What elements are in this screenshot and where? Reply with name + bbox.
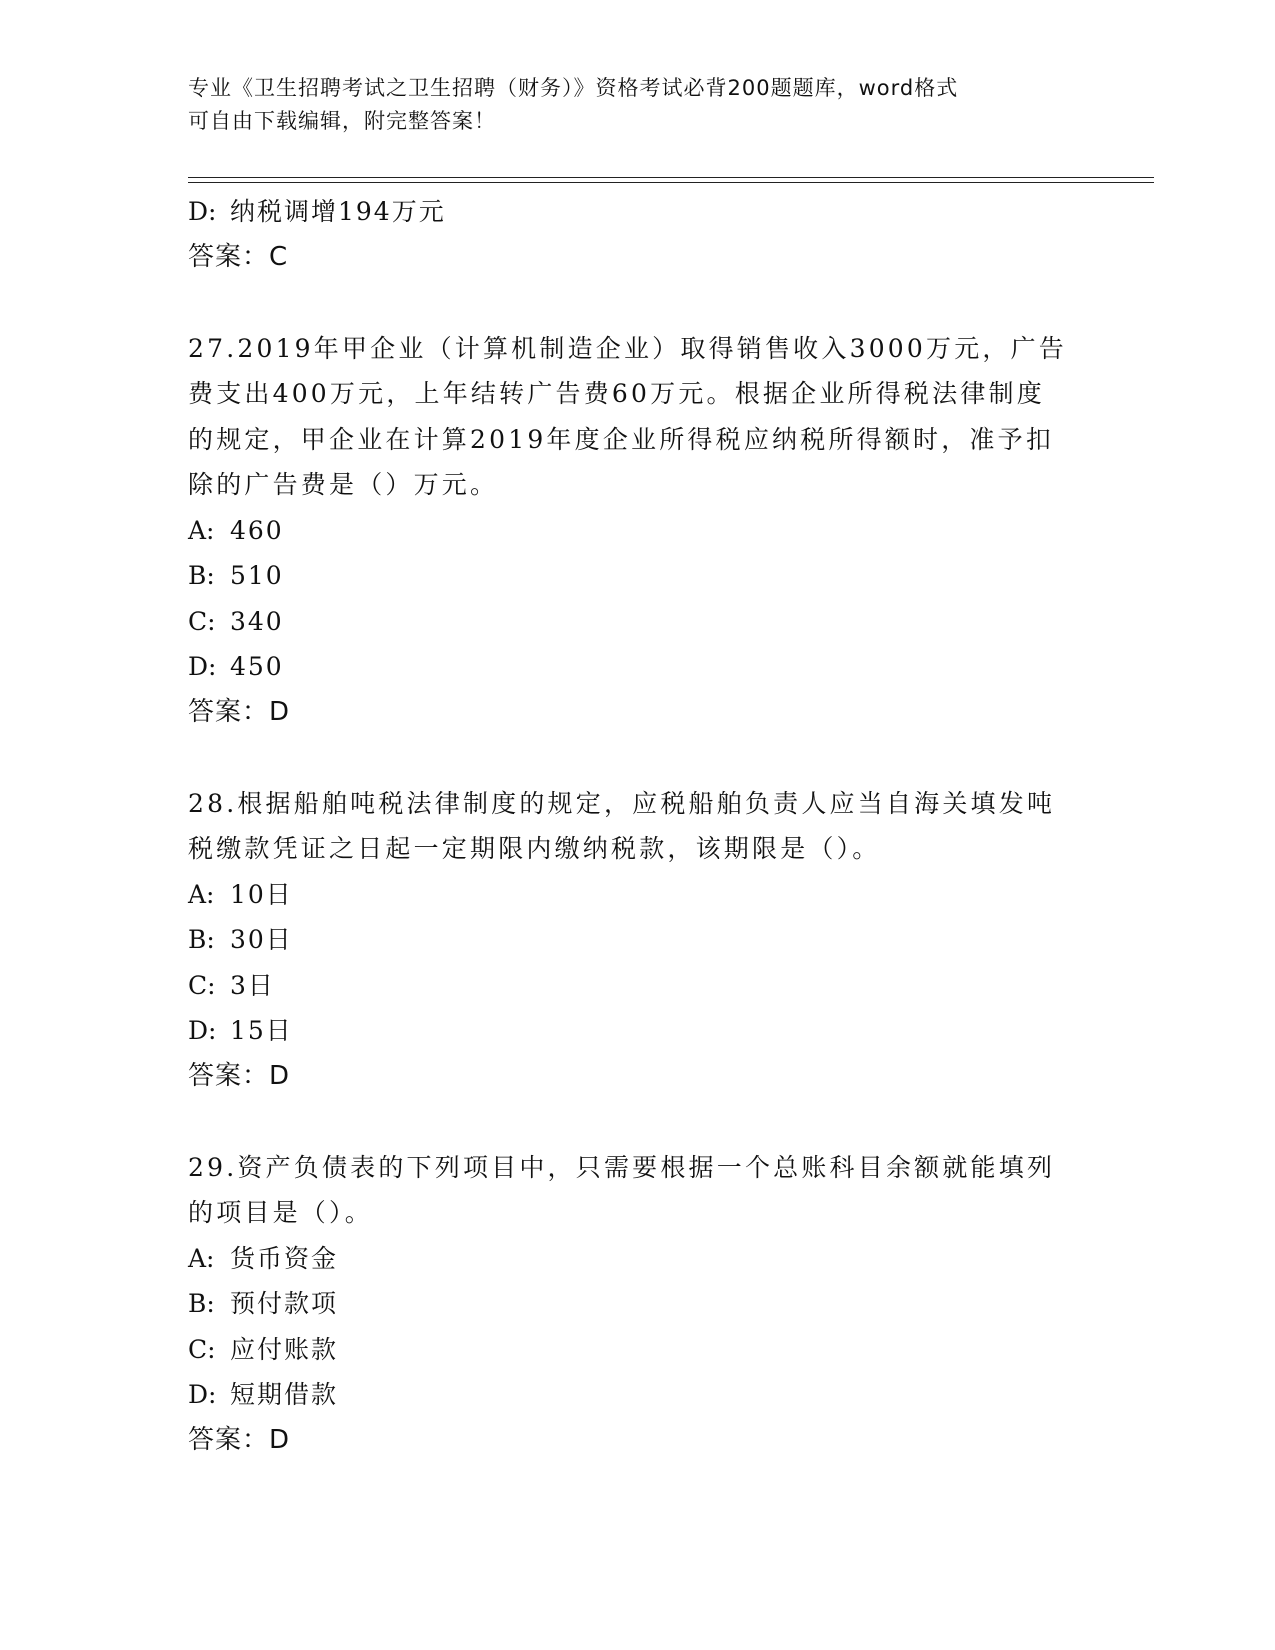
option-d bbox=[188, 1008, 1088, 1054]
option-text: 预付款项 bbox=[230, 1289, 339, 1318]
option-label: B: bbox=[188, 1289, 215, 1318]
header-line-1: 专业《卫生招聘考试之卫生招聘（财务）》资格考试必背200题题库，word格式 bbox=[188, 76, 959, 100]
option-label: A: bbox=[188, 515, 215, 545]
option-label: D: bbox=[188, 1380, 217, 1409]
option-c bbox=[188, 963, 1088, 1009]
option-a bbox=[188, 508, 1088, 554]
answer: 答案：D bbox=[188, 696, 291, 727]
option-text: 短期借款 bbox=[230, 1380, 339, 1409]
option-text: 10日 bbox=[230, 879, 293, 909]
header-line-2: 可自由下载编辑，附完整答案！ bbox=[188, 109, 496, 133]
option-label: C: bbox=[188, 970, 216, 1000]
option-text: 510 bbox=[230, 561, 284, 590]
document-body bbox=[188, 189, 1088, 1463]
option-label: C: bbox=[188, 1334, 216, 1364]
question-27 bbox=[188, 326, 1088, 508]
question-line: 的项目是（）。 bbox=[188, 1198, 373, 1227]
header-divider-bottom bbox=[188, 182, 1154, 183]
page-header bbox=[188, 72, 1078, 138]
option-text: 460 bbox=[230, 515, 284, 545]
option-a bbox=[188, 872, 1088, 918]
option-b bbox=[188, 917, 1088, 963]
option-label: A: bbox=[188, 879, 215, 909]
option-d bbox=[188, 644, 1088, 690]
answer: 答案：D bbox=[188, 1424, 291, 1455]
option-c bbox=[188, 599, 1088, 645]
option-text: 纳税调增194万元 bbox=[230, 197, 446, 226]
option-label: B: bbox=[188, 561, 215, 590]
question-28 bbox=[188, 781, 1088, 872]
option-b bbox=[188, 553, 1088, 599]
question-line: 费支出400万元，上年结转广告费60万元。根据企业所得税法律制度 bbox=[188, 379, 1045, 408]
prev-answer: 答案：C bbox=[188, 241, 289, 272]
option-a bbox=[188, 1236, 1088, 1282]
option-d bbox=[188, 1372, 1088, 1418]
question-line: 28.根据船舶吨税法律制度的规定，应税船舶负责人应当自海关填发吨 bbox=[188, 788, 1056, 818]
header-divider-top bbox=[188, 177, 1154, 178]
option-label: D: bbox=[188, 1016, 217, 1045]
option-b bbox=[188, 1281, 1088, 1327]
question-line: 除的广告费是（）万元。 bbox=[188, 470, 499, 499]
option-text: 应付账款 bbox=[230, 1334, 339, 1364]
option-label: C: bbox=[188, 606, 216, 636]
option-text: 3日 bbox=[230, 970, 275, 1000]
option-label: B: bbox=[188, 925, 215, 954]
option-text: 货币资金 bbox=[230, 1243, 339, 1273]
question-29 bbox=[188, 1145, 1088, 1236]
option-label: D: bbox=[188, 652, 217, 681]
option-label: D: bbox=[188, 197, 217, 226]
question-line: 税缴款凭证之日起一定期限内缴纳税款，该期限是（）。 bbox=[188, 834, 881, 863]
option-text: 30日 bbox=[230, 925, 293, 954]
question-line: 29.资产负债表的下列项目中，只需要根据一个总账科目余额就能填列 bbox=[188, 1152, 1056, 1182]
option-text: 15日 bbox=[230, 1016, 293, 1045]
question-line: 27.2019年甲企业（计算机制造企业）取得销售收入3000万元，广告 bbox=[188, 333, 1068, 363]
option-c bbox=[188, 1327, 1088, 1373]
option-text: 450 bbox=[230, 652, 284, 681]
answer: 答案：D bbox=[188, 1060, 291, 1091]
option-text: 340 bbox=[230, 606, 284, 636]
question-line: 的规定，甲企业在计算2019年度企业所得税应纳税所得额时，准予扣 bbox=[188, 424, 1055, 454]
option-label: A: bbox=[188, 1243, 215, 1273]
prev-option-d bbox=[188, 189, 1088, 235]
